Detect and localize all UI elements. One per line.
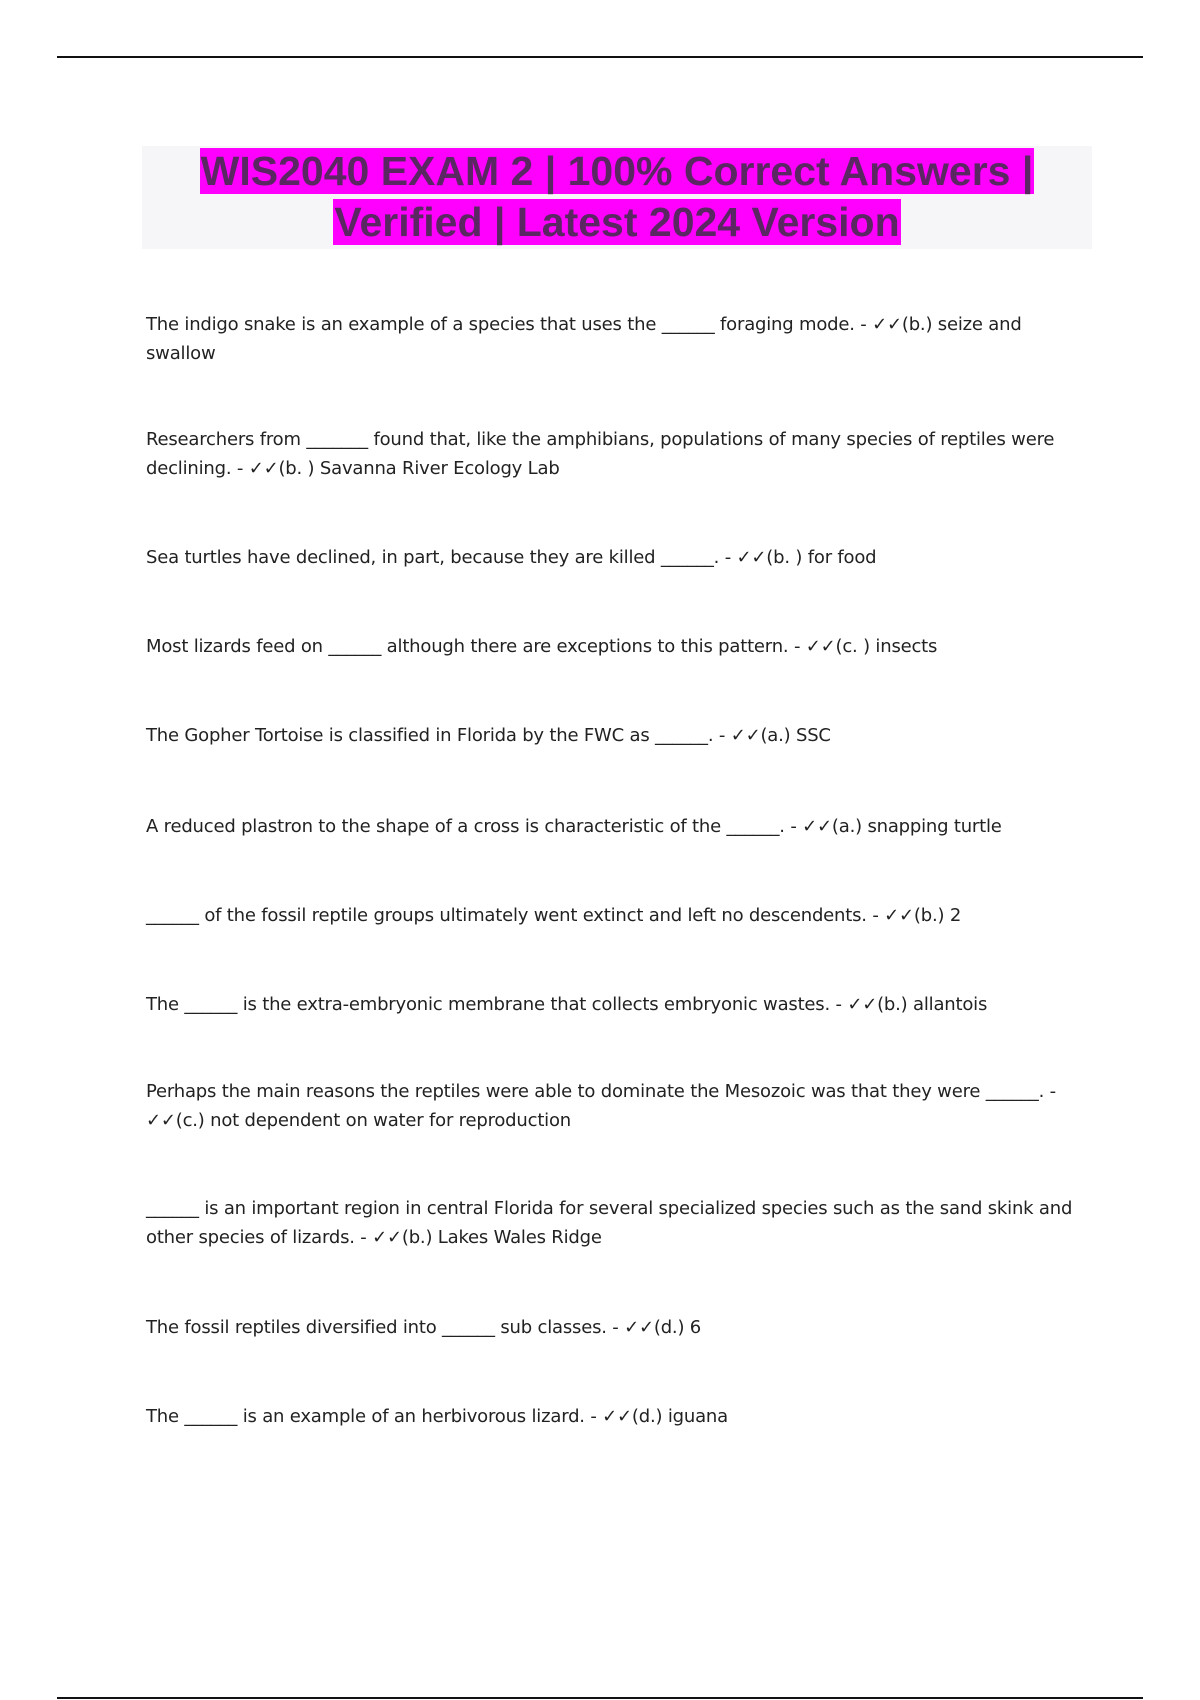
question-item: ______ is an important region in central Florida for several specialized species such as the sand skink and other species of lizards. - ✓✓(b.) Lakes Wales Ridge [146,1198,1073,1248]
document-title: WIS2040 EXAM 2 | 100% Correct Answers | Verified | Latest 2024 Version [200,148,1034,245]
question-item: A reduced plastron to the shape of a cross is characteristic of the ______. - ✓✓(a.) snapping turtle [146,816,1002,837]
question-item: Perhaps the main reasons the reptiles were able to dominate the Mesozoic was that they were ______. - ✓✓(c.) not dependent on water for reproduction [146,1081,1056,1131]
question-item: Most lizards feed on ______ although there are exceptions to this pattern. - ✓✓(c. ) insects [146,636,938,657]
question-item: The fossil reptiles diversified into ______ sub classes. - ✓✓(d.) 6 [146,1317,702,1338]
question-item: The ______ is an example of an herbivorous lizard. - ✓✓(d.) iguana [146,1406,728,1427]
question-item: Researchers from _______ found that, like the amphibians, populations of many species of reptiles were declining. - ✓✓(b. ) Savanna River Ecology Lab [146,429,1055,479]
top-rule [57,56,1143,58]
question-item: The indigo snake is an example of a species that uses the ______ foraging mode. - ✓✓(b.) seize and swallow [146,314,1022,364]
title-box [142,146,1092,249]
bottom-rule [57,1697,1143,1699]
question-item: Sea turtles have declined, in part, because they are killed ______. - ✓✓(b. ) for food [146,547,877,568]
question-item: The Gopher Tortoise is classified in Florida by the FWC as ______. - ✓✓(a.) SSC [146,725,831,746]
question-item: The ______ is the extra-embryonic membrane that collects embryonic wastes. - ✓✓(b.) allantois [146,994,988,1015]
question-item: ______ of the fossil reptile groups ultimately went extinct and left no descendents. - ✓✓(b.) 2 [146,905,962,926]
